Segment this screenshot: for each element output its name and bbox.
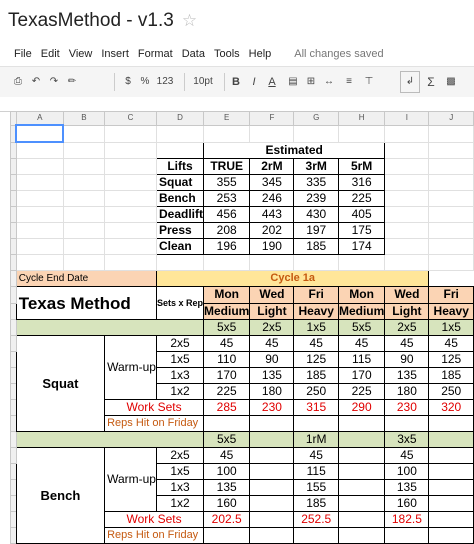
weight-cell[interactable]: 185: [294, 496, 338, 512]
work-set-cell[interactable]: 230: [385, 400, 429, 416]
text-color-button[interactable]: A: [268, 76, 276, 88]
set-scheme: 2x5: [385, 320, 429, 336]
selected-cell[interactable]: [16, 125, 63, 142]
intensity-header: Light: [385, 303, 429, 320]
currency-button[interactable]: $: [125, 76, 131, 87]
set-scheme: [250, 432, 294, 448]
valign-icon[interactable]: ⊤: [364, 76, 374, 87]
column-header[interactable]: G: [294, 112, 338, 126]
lift-value[interactable]: 196: [204, 239, 250, 255]
program-title: Texas Method: [16, 287, 156, 320]
work-set-cell[interactable]: 320: [429, 400, 474, 416]
lift-value[interactable]: 430: [294, 207, 338, 223]
weight-cell[interactable]: 180: [250, 384, 294, 400]
weight-cell[interactable]: 45: [385, 336, 429, 352]
reps-hit-cell[interactable]: [204, 416, 250, 432]
menu-bar: [14, 48, 393, 60]
day-header: Mon: [338, 287, 384, 304]
lifts-header: TRUE: [204, 159, 250, 175]
work-set-cell[interactable]: 230: [250, 400, 294, 416]
weight-cell[interactable]: 170: [204, 368, 250, 384]
set-scheme: 1x5: [294, 320, 338, 336]
column-header[interactable]: F: [250, 112, 294, 126]
cycle-title: Cycle 1a: [157, 271, 429, 287]
lift-name: Deadlift: [157, 207, 204, 223]
lift-name: Press: [157, 223, 204, 239]
weight-cell[interactable]: [429, 448, 474, 464]
lift-value[interactable]: 253: [204, 191, 250, 207]
weight-cell[interactable]: [338, 496, 384, 512]
lift-name: Bench: [157, 191, 204, 207]
weight-cell[interactable]: 110: [204, 352, 250, 368]
day-header: Mon: [204, 287, 250, 304]
lifts-header: 3rM: [294, 159, 338, 175]
weight-cell[interactable]: [250, 480, 294, 496]
star-icon[interactable]: ☆: [181, 11, 198, 30]
intensity-header: Medium: [204, 303, 250, 318]
day-header: Wed: [385, 287, 429, 304]
day-header: Fri: [294, 287, 338, 304]
weight-cell[interactable]: 185: [294, 368, 338, 384]
functions-icon[interactable]: Σ: [427, 75, 435, 89]
weight-cell[interactable]: 45: [385, 448, 429, 464]
reps-hit-cell[interactable]: [250, 416, 294, 432]
weight-cell[interactable]: 45: [250, 336, 294, 352]
column-header[interactable]: A: [16, 112, 63, 126]
menu-view[interactable]: View: [68, 48, 93, 60]
lift-name: Clean: [157, 239, 204, 255]
set-rep: 1x2: [157, 384, 204, 400]
weight-cell[interactable]: [338, 448, 384, 464]
cycle-end-date-label: Cycle End Date: [16, 271, 156, 287]
merge-cells-icon[interactable]: ↔: [324, 76, 334, 87]
weight-cell[interactable]: 100: [385, 464, 429, 480]
lifts-header: Lifts: [157, 159, 204, 175]
lift-value[interactable]: 456: [204, 207, 250, 223]
weight-cell[interactable]: 90: [250, 352, 294, 368]
bold-button[interactable]: B: [232, 76, 240, 88]
italic-button[interactable]: I: [252, 76, 256, 88]
menu-data[interactable]: Data: [181, 48, 205, 60]
fill-color-icon[interactable]: ▤: [288, 76, 298, 87]
lift-value[interactable]: 208: [204, 223, 250, 239]
reps-hit-cell[interactable]: [294, 416, 338, 432]
set-scheme: [338, 432, 384, 448]
column-header-row: [11, 112, 474, 126]
weight-cell[interactable]: [250, 448, 294, 464]
reps-hit-cell[interactable]: [294, 528, 338, 544]
weight-cell[interactable]: 115: [294, 464, 338, 480]
weight-cell[interactable]: 45: [294, 336, 338, 352]
day-header: Wed: [250, 287, 294, 304]
font-size-select[interactable]: 10pt: [193, 76, 213, 87]
work-set-cell[interactable]: 252.5: [294, 512, 338, 528]
lift-value[interactable]: 197: [294, 223, 338, 239]
undo-icon[interactable]: ↶: [31, 76, 41, 87]
weight-cell[interactable]: 155: [294, 480, 338, 496]
sets-x-rep-header: Sets x Rep: [157, 287, 204, 320]
set-rep: 2x5: [157, 336, 204, 352]
weight-cell[interactable]: [429, 480, 474, 496]
estimated-header: Estimated: [204, 142, 385, 159]
work-set-cell[interactable]: 285: [204, 400, 250, 416]
lift-value[interactable]: 225: [338, 191, 384, 207]
intensity-header: Light: [250, 303, 294, 320]
formula-bar[interactable]: [0, 97, 474, 112]
weight-cell[interactable]: 45: [338, 336, 384, 352]
weight-cell[interactable]: 170: [338, 368, 384, 384]
print-icon[interactable]: ⎙: [14, 76, 22, 87]
set-rep: 2x5: [157, 448, 204, 464]
menu-format[interactable]: Format: [137, 48, 173, 60]
spreadsheet-grid: [10, 111, 474, 541]
reps-hit-cell[interactable]: [338, 416, 384, 432]
lift-value[interactable]: 355: [204, 175, 250, 191]
set-scheme: 5x5: [338, 320, 384, 336]
reps-hit-label: Reps Hit on Friday: [105, 416, 204, 432]
set-scheme: 5x5: [204, 320, 250, 336]
weight-cell[interactable]: 135: [385, 368, 429, 384]
work-set-cell[interactable]: [250, 512, 294, 528]
intensity-header: Medium: [338, 303, 385, 318]
lift-value[interactable]: 174: [338, 239, 384, 255]
lift-value[interactable]: 190: [250, 239, 294, 255]
column-header[interactable]: E: [204, 112, 250, 126]
set-scheme: [429, 432, 474, 448]
lift-value[interactable]: 405: [338, 207, 384, 223]
weight-cell[interactable]: 100: [204, 464, 250, 480]
weight-cell[interactable]: 90: [385, 352, 429, 368]
set-rep: 1x5: [157, 464, 204, 480]
set-rep: 1x3: [157, 368, 204, 384]
toolbar: [0, 66, 474, 98]
wrap-text-icon[interactable]: ↲: [400, 71, 420, 93]
weight-cell[interactable]: 135: [250, 368, 294, 384]
redo-icon[interactable]: ↷: [49, 76, 59, 87]
reps-hit-cell[interactable]: [338, 528, 384, 544]
column-header[interactable]: D: [157, 112, 204, 126]
weight-cell[interactable]: 180: [385, 384, 429, 400]
intensity-header: Heavy: [429, 303, 474, 320]
document-title-text: TexasMethod - v1.3: [8, 10, 174, 31]
weight-cell[interactable]: 160: [204, 496, 250, 512]
reps-hit-cell[interactable]: [429, 528, 474, 544]
lift-value[interactable]: 246: [250, 191, 294, 207]
day-header: Fri: [429, 287, 474, 304]
work-sets-label: Work Sets: [105, 400, 204, 416]
work-sets-label: Work Sets: [105, 512, 204, 528]
save-status: All changes saved: [294, 48, 384, 60]
work-set-cell[interactable]: 182.5: [385, 512, 429, 528]
weight-cell[interactable]: [429, 464, 474, 480]
weight-cell[interactable]: 250: [429, 384, 474, 400]
menu-file[interactable]: File: [14, 48, 32, 60]
reps-hit-label: Reps Hit on Friday: [105, 528, 204, 544]
reps-hit-cell[interactable]: [385, 416, 429, 432]
bench-label: Bench: [16, 448, 104, 544]
column-header[interactable]: J: [429, 112, 474, 126]
menu-edit[interactable]: Edit: [40, 48, 60, 60]
work-set-cell[interactable]: [338, 512, 384, 528]
weight-cell[interactable]: 160: [385, 496, 429, 512]
reps-hit-cell[interactable]: [250, 528, 294, 544]
set-rep: 1x3: [157, 480, 204, 496]
lift-name: Squat: [157, 175, 204, 191]
lifts-header: 2rM: [250, 159, 294, 175]
set-scheme: 2x5: [250, 320, 294, 336]
weight-cell[interactable]: 135: [385, 480, 429, 496]
column-header[interactable]: C: [105, 112, 157, 126]
percent-button[interactable]: %: [140, 76, 150, 87]
work-set-cell[interactable]: 315: [294, 400, 338, 416]
weight-cell[interactable]: 225: [204, 384, 250, 400]
reps-hit-cell[interactable]: [204, 528, 250, 544]
weight-cell[interactable]: 125: [294, 352, 338, 368]
lift-value[interactable]: 239: [294, 191, 338, 207]
weight-cell[interactable]: [338, 464, 384, 480]
weight-cell[interactable]: 45: [204, 448, 250, 464]
document-title[interactable]: [8, 10, 197, 32]
lift-value[interactable]: 335: [294, 175, 338, 191]
number-format-button[interactable]: 123: [156, 76, 174, 87]
weight-cell[interactable]: 125: [429, 352, 474, 368]
borders-icon[interactable]: ⊞: [306, 76, 316, 87]
weight-cell[interactable]: 45: [294, 448, 338, 464]
column-header[interactable]: H: [338, 112, 384, 126]
squat-warmup-label: Warm-up: [105, 336, 157, 400]
reps-hit-cell[interactable]: [429, 416, 474, 432]
lift-value[interactable]: 345: [250, 175, 294, 191]
weight-cell[interactable]: [250, 464, 294, 480]
squat-label: Squat: [16, 336, 104, 432]
set-scheme: 3x5: [385, 432, 429, 448]
weight-cell[interactable]: 45: [204, 336, 250, 352]
bench-warmup-label: Warm-up: [105, 448, 157, 512]
lift-value[interactable]: 202: [250, 223, 294, 239]
weight-cell[interactable]: 135: [204, 480, 250, 496]
set-scheme: 5x5: [204, 432, 250, 448]
lift-value[interactable]: 443: [250, 207, 294, 223]
weight-cell[interactable]: [250, 496, 294, 512]
lift-value[interactable]: 316: [338, 175, 384, 191]
paint-format-icon[interactable]: ✏: [67, 76, 77, 87]
work-set-cell[interactable]: 290: [338, 400, 384, 416]
squat-scheme-spacer: [16, 320, 203, 336]
weight-cell[interactable]: 250: [294, 384, 338, 400]
intensity-header: Heavy: [294, 303, 338, 320]
weight-cell[interactable]: 115: [338, 352, 384, 368]
column-header[interactable]: I: [385, 112, 429, 126]
align-icon[interactable]: ≡: [346, 76, 352, 87]
weight-cell[interactable]: 45: [429, 336, 474, 352]
column-header[interactable]: B: [63, 112, 104, 126]
menu-tools[interactable]: Tools: [213, 48, 240, 60]
weight-cell[interactable]: [429, 496, 474, 512]
weight-cell[interactable]: 185: [429, 368, 474, 384]
set-rep: 1x2: [157, 496, 204, 512]
work-set-cell[interactable]: 202.5: [204, 512, 250, 528]
work-set-cell[interactable]: [429, 512, 474, 528]
set-rep: 1x5: [157, 352, 204, 368]
set-scheme: 1x5: [429, 320, 474, 336]
bench-scheme-spacer: [16, 432, 203, 448]
weight-cell[interactable]: 225: [338, 384, 384, 400]
menu-help[interactable]: Help: [248, 48, 272, 60]
lift-value[interactable]: 175: [338, 223, 384, 239]
menu-insert[interactable]: Insert: [101, 48, 129, 60]
weight-cell[interactable]: [338, 480, 384, 496]
lift-value[interactable]: 185: [294, 239, 338, 255]
set-scheme: 1rM: [294, 432, 338, 448]
chart-icon[interactable]: ▩: [446, 76, 456, 87]
reps-hit-cell[interactable]: [385, 528, 429, 544]
lifts-header: 5rM: [338, 159, 384, 175]
